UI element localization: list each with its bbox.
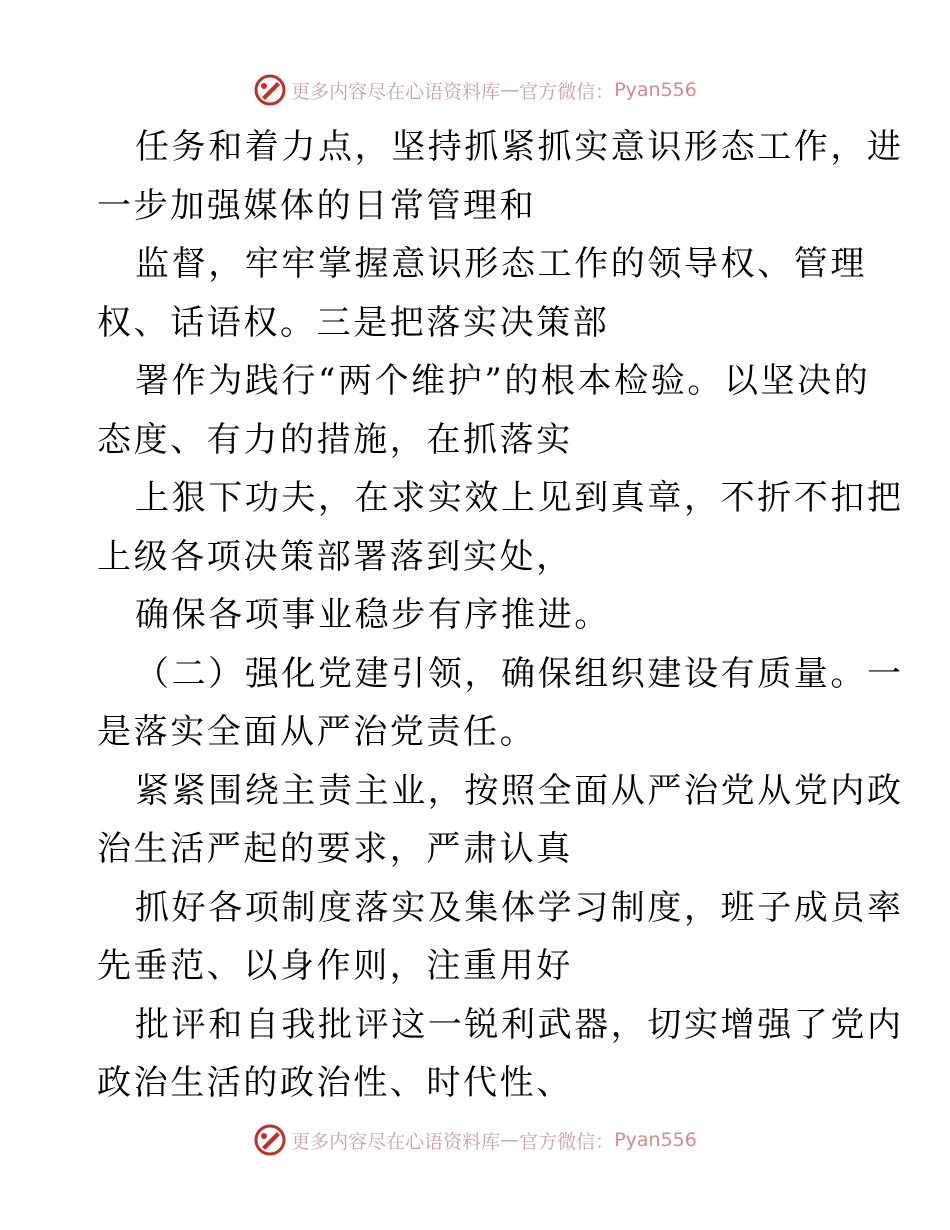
banner-main-text: 更多内容尽在心语资料库 <box>291 80 501 103</box>
banner-wechat-label: 官方微信： <box>519 80 615 103</box>
text-line: 政治生活的政治性、时代性、 <box>97 1063 573 1103</box>
text-line: 是落实全面从严治党责任。 <box>97 712 537 752</box>
banner-main-text: 更多内容尽在心语资料库 <box>291 1130 501 1153</box>
text-line: 上狠下功夫，在求实效上见到真章，不折不扣把 <box>135 478 904 518</box>
text-line: 抓好各项制度落实及集体学习制度，班子成员率 <box>135 887 904 928</box>
banner-dash: — <box>500 1129 520 1151</box>
text-line: 权、话语权。三是把落实决策部 <box>97 302 610 343</box>
banner-wechat-label: 官方微信： <box>519 1130 615 1153</box>
header-banner <box>0 70 950 110</box>
text-line: （二）强化党建引领，确保组织建设有质量。一 <box>135 653 904 694</box>
brand-logo-icon <box>253 1123 287 1157</box>
text-line: 署作为践行“两个维护”的根本检验。以坚决的 <box>135 361 871 401</box>
document-body <box>97 118 904 1113</box>
footer-banner <box>0 1120 950 1160</box>
text-line: 批评和自我批评这一锐利武器，切实增强了党内 <box>135 1004 904 1045</box>
text-line: 上级各项决策部署落到实处， <box>97 536 573 577</box>
text-line: 监督，牢牢掌握意识形态工作的领导权、管理 <box>135 244 867 284</box>
text-line: 紧紧围绕主责主业，按照全面从严治党从党内政 <box>135 770 904 811</box>
banner-wechat-id: Pyan556 <box>614 79 697 101</box>
text-line: 一步加强媒体的日常管理和 <box>97 185 537 226</box>
banner-dash: — <box>500 79 520 101</box>
text-line: 先垂范、以身作则，注重用好 <box>97 946 573 986</box>
brand-logo-icon <box>253 73 287 107</box>
text-line: 任务和着力点，坚持抓紧抓实意识形态工作，进 <box>135 127 904 167</box>
text-line: 治生活严起的要求，严肃认真 <box>97 829 573 869</box>
text-line: 态度、有力的措施，在抓落实 <box>97 419 573 460</box>
text-line: 确保各项事业稳步有序推进。 <box>135 595 611 635</box>
banner-wechat-id: Pyan556 <box>614 1129 697 1151</box>
